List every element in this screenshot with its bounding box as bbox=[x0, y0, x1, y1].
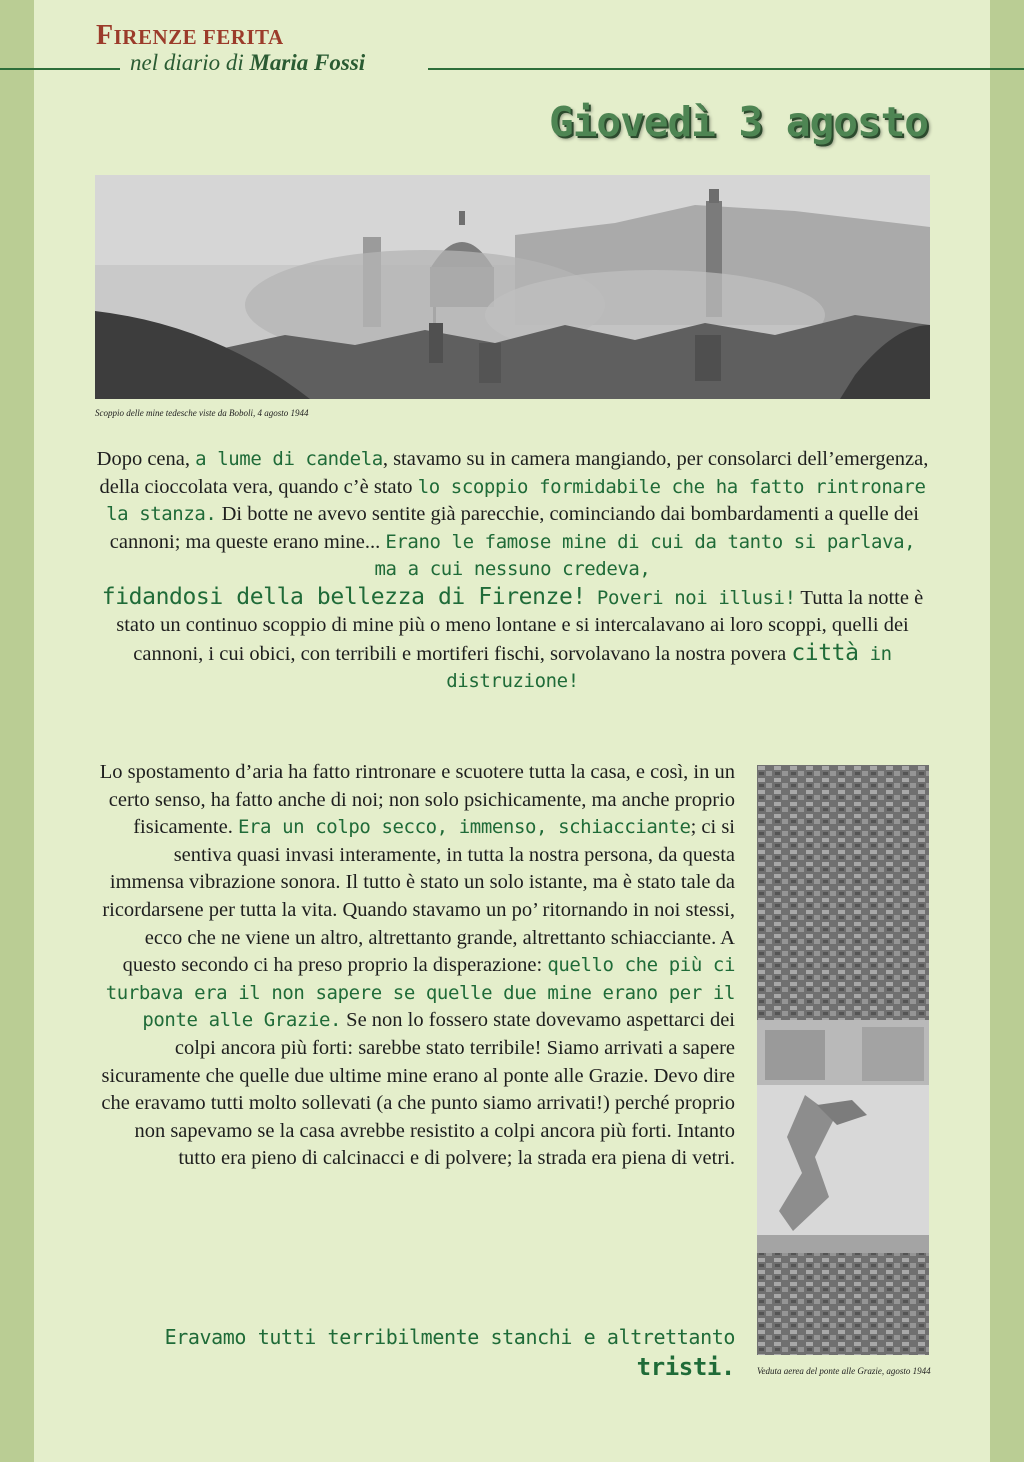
paragraph-2: Lo spostamento d’aria ha fatto rintronare e scuotere tutta la casa, e così, in un certo senso, ha fatto anche di noi; non solo psichicamente, ma anche proprio fisicamente. Era un colpo secco, immenso, schiacciante; ci si sentiva quasi invasi interamente, in tutta la nostra persona, da questa immensa vibrazione sonora. Il tutto è stato un solo istante, ma è stato tale da ricordarsene per tutta la vita. Quando stavamo un po’ ritornando in noi stessi, ecco che ne viene un altro, altrettanto grande, altrettanto schiacciante. A questo secondo ci ha preso proprio la disperazione: quello che più ci turbava era il non sapere se quelle due mine erano per il ponte alle Grazie. Se non lo fossero state dovevamo aspettarci dei colpi ancora più forti: sarebbe stato terribile! Siamo arrivati a sapere sicuramente che quelle due ultime mine erano al ponte alle Grazie. Devo dire che eravamo tutti molto sollevati (a che punto siamo arrivati!) perché proprio non sapevamo se la casa avrebbe resistito a colpi ancora più forti. Intanto tutto era pieno di calcinacci e di polvere; la strada era piena di vetri. bbox=[99, 761, 735, 1170]
exhibition-title: FIRENZE FERITA bbox=[96, 20, 284, 51]
header-rule-right bbox=[428, 68, 1024, 70]
florence-explosion-photo bbox=[95, 175, 930, 399]
closing-sentence: Eravamo tutti terribilmente stanchi e altrettanto tristi. bbox=[164, 1325, 735, 1381]
highlight-phrase: a lume di candela bbox=[195, 448, 383, 470]
author-name: Maria Fossi bbox=[249, 50, 366, 75]
page-date-title: Giovedì 3 agosto bbox=[549, 98, 928, 146]
highlight-phrase: fidandosi della bellezza di Firenze! bbox=[101, 583, 586, 610]
right-border-band bbox=[990, 0, 1024, 1462]
highlight-phrase: in distruzione! bbox=[446, 642, 892, 692]
highlight-phrase: Poveri noi illusi! bbox=[585, 586, 796, 609]
paragraph-1: Dopo cena, a lume di candela, stavamo su in camera mangiando, per consolarci dell’emergenza, della cioccolata vera, quando c’è stato lo scoppio formidabile che ha fatto rintronare la stanza. Di botte ne avevo sentite già parecchie, cominciando dai bombardamenti a quelle dei cannoni; ma queste erano mine... Erano le famose mine di cui da tanto si parlava, ma a cui nessuno credeva, fidandosi della bellezza di Firenze! Poveri noi illusi! Tutta la notte è stato un continuo scoppio di mine più o meno lontane e si intercalavano ai loro scoppi, quelli dei cannoni, i cui obici, con terribili e mortiferi fischi, sorvolavano la nostra povera città in distruzione! bbox=[96, 448, 929, 692]
highlight-phrase: Era un colpo secco, immenso, schiacciante bbox=[237, 816, 691, 839]
header-rule-left bbox=[0, 68, 120, 70]
exhibition-subtitle: nel diario di Maria Fossi bbox=[124, 50, 371, 76]
highlight-phrase: lo scoppio formidabile che ha fatto rintronare la stanza. bbox=[106, 475, 926, 525]
header bbox=[0, 0, 1024, 80]
left-border-band bbox=[0, 0, 34, 1462]
highlight-phrase: quello che più ci turbava era il non sapere se quelle due mine erano per il ponte alle Grazie. bbox=[105, 954, 735, 1032]
side-photo-caption: Veduta aerea del ponte alle Grazie, agosto 1944 bbox=[757, 1366, 931, 1376]
aerial-bridge-photo bbox=[757, 765, 929, 1355]
highlight-phrase: Erano le famose mine di cui da tanto si parlava, ma a cui nessuno credeva, bbox=[374, 530, 916, 580]
top-photo-caption: Scoppio delle mine tedesche viste da Boboli, 4 agosto 1944 bbox=[95, 408, 309, 418]
highlight-phrase: città bbox=[791, 639, 859, 666]
